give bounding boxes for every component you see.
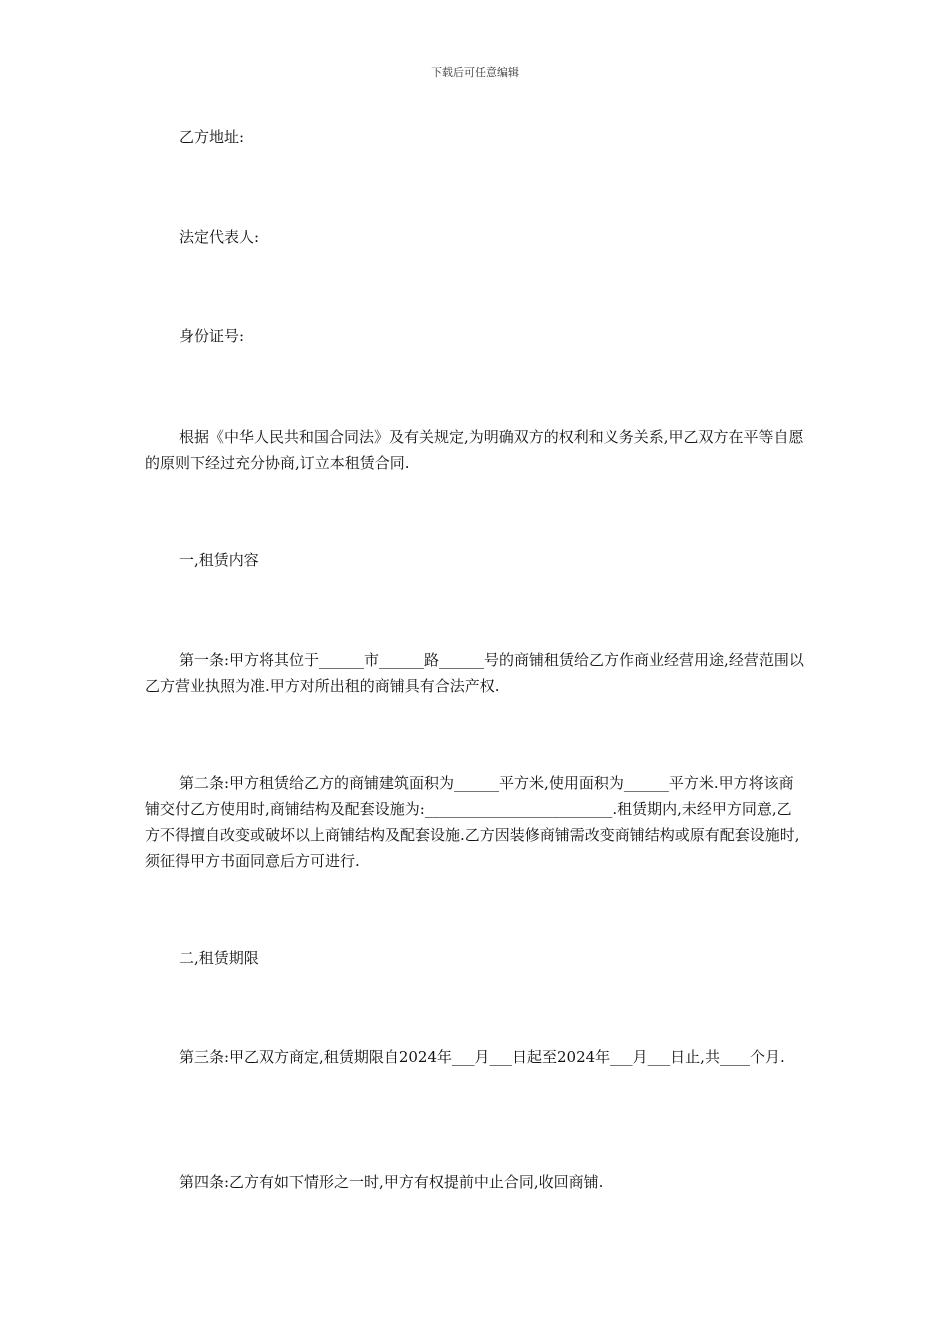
preamble-paragraph: 根据《中华人民共和国合同法》及有关规定,为明确双方的权利和义务关系,甲乙双方在平等自愿的原则下经过充分协商,订立本租赁合同. [145,428,804,472]
article-3-paragraph: 第三条:甲乙双方商定,租赁期限自2024年___月___日起至2024年___月___日止,共____个月. [179,1048,785,1066]
article-1-paragraph: 第一条:甲方将其位于______市______路______号的商铺租赁给乙方作商业经营用途,经营范围以乙方营业执照为准.甲方对所出租的商铺具有合法产权. [145,651,804,695]
legal-representative-label: 法定代表人: [179,228,260,246]
section-heading-lease-content: 一,租赁内容 [179,551,259,569]
article-2-paragraph: 第二条:甲方租赁给乙方的商铺建筑面积为______平方米,使用面积为______平方米.甲方将该商铺交付乙方使用时,商铺结构及配套设施为:_________________________.租赁期内,未经甲方同意,乙方不得擅自改变或破坏以上商铺结构及配套设施.乙方因装修商铺需改变商铺结构或原有配套设施时,须征得甲方书面同意后方可进行. [145,774,800,870]
article-4-paragraph: 第四条:乙方有如下情形之一时,甲方有权提前中止合同,收回商铺. [179,1173,604,1191]
section-heading-lease-term: 二,租赁期限 [179,949,259,967]
page-header-note: 下载后可任意编辑 [431,66,519,79]
id-number-label: 身份证号: [179,327,245,345]
party-b-address-label: 乙方地址: [179,128,245,146]
